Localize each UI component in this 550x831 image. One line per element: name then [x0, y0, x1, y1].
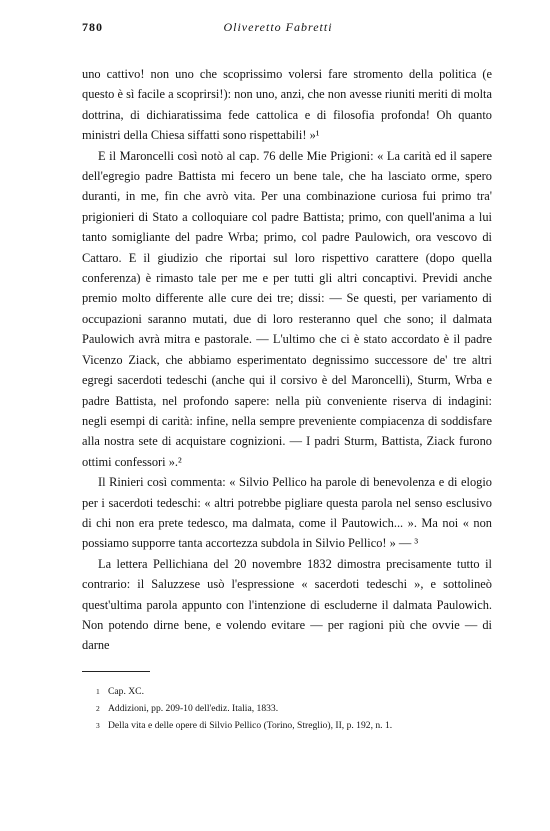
paragraph: uno cattivo! non uno che scoprissimo volersi fare stromento della politica (e questo è sì facile a scoprirsi!): non uno, anzi, che non avesse riuniti meriti di molta dottrina, di dichiaratissima fede cattolica e di filosofia profonda! Oh quanto ministri della Chiesa siffatti sono rispettabili! »¹: [82, 67, 492, 143]
footnote-text: Della vita e delle opere di Silvio Pellico (Torino, Streglio), II, p. 192, n. 1.: [108, 720, 393, 731]
footnote-number: 2: [96, 704, 100, 713]
paragraph: E il Maroncelli così notò al cap. 76 delle Mie Prigioni: « La carità ed il sapere dell'egregio padre Battista mi fecero un bene tale, che ha lasciato orme, spero duranti, in me, fin che avrò vita. Per una combinazione curiosa fui primo tra' prigionieri di Stato a colloquiare col padre Battista; primo, con quell'anima a lui tanto somigliante del padre Wrba; primo, col padre Paulowich, ora vescovo di Cattaro. E il giudizio che riportai sul loro rispettivo carattere (dopo quella conferenza) è rimasto tale per me e per tutti gli altri concaptivi. Previdi anche premio molto differente alle cure dei tre; dissi: — Se questi, per variamento di occupazioni saranno mutati, due di loro resteranno quel che sono; il dalmata Paulowich avrà mitra e pastorale. — L'ultimo che ci è stato accordato è il padre Vicenzo Ziack, che abbiamo esperimentato degnissimo successore de' tre altri egregi sacerdoti tedeschi (anche qui il corsivo è del Maroncelli), Sturm, Wrba e padre Battista, nel profondo sapere: nella più conveniente riserva di indagini: negli esempi di carità: infine, nella sempre preveniente compiacenza di soddisfare alla nostra sete di acquistare cognizioni. — I padri Sturm, Battista, Ziack furono ottimi confessori ».²: [82, 148, 492, 469]
footnote-text: Addizioni, pp. 209-10 dell'ediz. Italia, 1833.: [108, 703, 279, 714]
body-text: [82, 64, 492, 656]
footnote-divider: [82, 671, 150, 672]
paragraph: Il Rinieri così commenta: « Silvio Pellico ha parole di benevolenza e di elogio per i sacerdoti tedeschi: « altri potrebbe pigliare questa parola nel senso esclusivo di chi non era prete tedesco, ma dalmata, come il Pautowich... ». Ma noi « non possiamo supporre tanta accortezza subdola in Silvio Pellico! » — ³: [82, 475, 492, 551]
footnote: [96, 717, 492, 734]
footnote-number: 3: [96, 721, 100, 730]
running-header: [82, 20, 474, 36]
page-number: 780: [82, 20, 103, 34]
footnotes: [82, 683, 492, 734]
running-title: Oliveretto Fabretti: [223, 20, 333, 34]
footnote-number: 1: [96, 687, 100, 696]
footnote-text: Cap. XC.: [108, 686, 144, 697]
footnote: [96, 683, 492, 700]
paragraph: La lettera Pellichiana del 20 novembre 1832 dimostra precisamente tutto il contrario: il Saluzzese usò l'espressione « sacerdoti tedeschi », e sottolineò quest'ultima parola appunto con l'intenzione di escluderne il dalmata Paulowich. Non potendo dirne bene, e volendo evitare — per ragioni più che ovvie — di darne: [82, 556, 492, 653]
footnote: [96, 700, 492, 717]
